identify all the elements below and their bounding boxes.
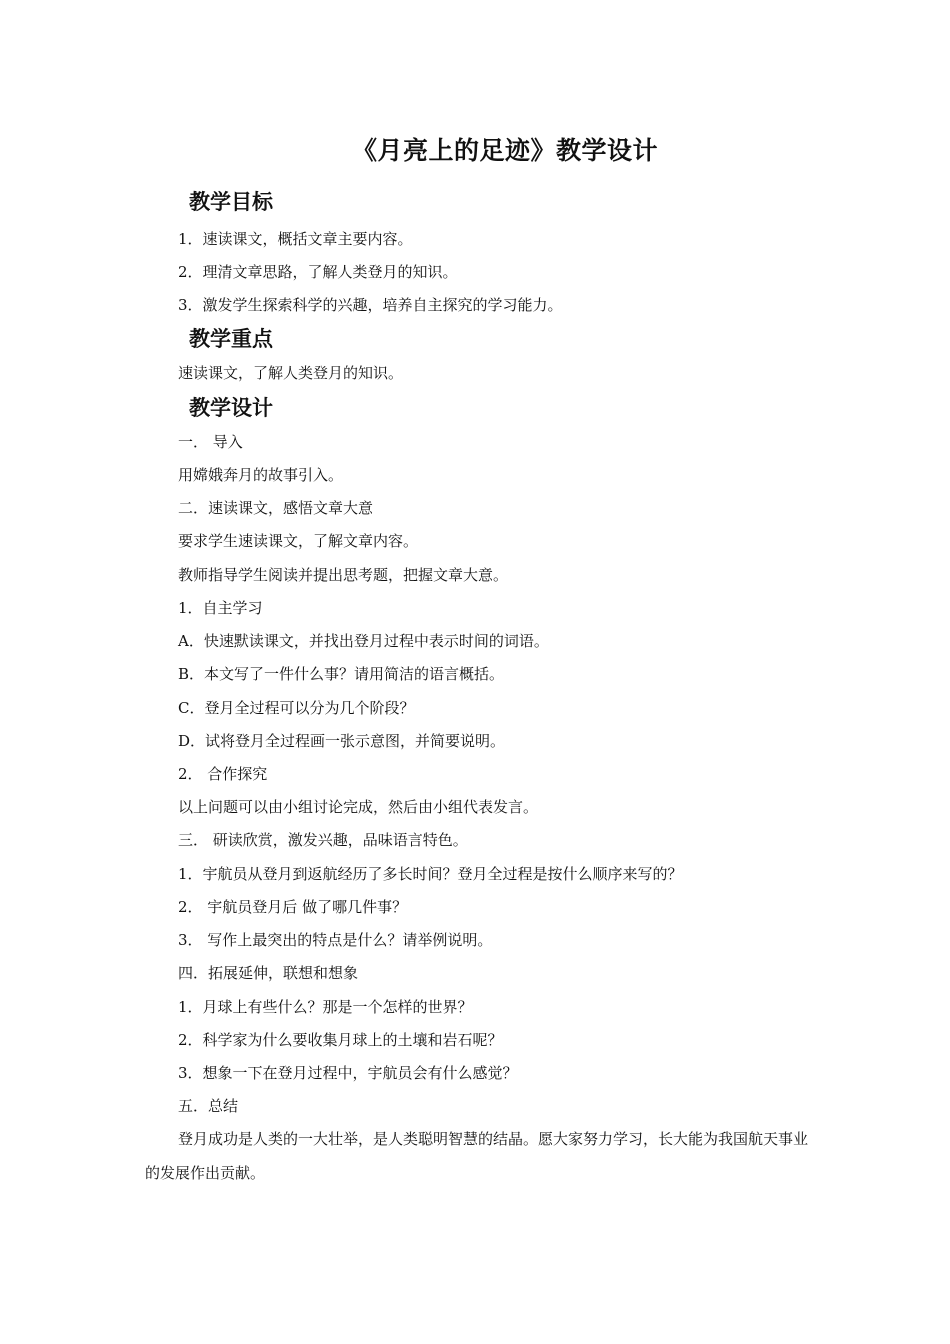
focus-text: 速读课文，了解人类登月的知识。 bbox=[178, 364, 404, 382]
design-line: 三． 研读欣赏，激发兴趣，品味语言特色。 bbox=[178, 831, 468, 849]
design-line: 1．自主学习 bbox=[178, 599, 263, 617]
conclusion-paragraph: 登月成功是人类的一大壮举，是人类聪明智慧的结晶。愿大家努力学习，长大能为我国航天事业的发展作出贡献。 bbox=[145, 1130, 809, 1182]
goal-item: 2．理清文章思路，了解人类登月的知识。 bbox=[178, 263, 458, 281]
design-line: A．快速默读课文，并找出登月过程中表示时间的词语。 bbox=[178, 632, 549, 650]
design-line: 五．总结 bbox=[178, 1097, 239, 1115]
section-heading-design: 教学设计 bbox=[189, 396, 273, 420]
design-line: 一． 导入 bbox=[178, 433, 243, 451]
design-line: 用嫦娥奔月的故事引入。 bbox=[178, 466, 344, 484]
design-line: 要求学生速读课文，了解文章内容。 bbox=[178, 532, 419, 550]
design-line: C．登月全过程可以分为几个阶段？ bbox=[178, 699, 415, 717]
design-line: 3． 写作上最突出的特点是什么？请举例说明。 bbox=[178, 931, 493, 949]
design-line: 二．速读课文，感悟文章大意 bbox=[178, 499, 374, 517]
design-line: 教师指导学生阅读并提出思考题，把握文章大意。 bbox=[178, 566, 509, 584]
goal-item: 3．激发学生探索科学的兴趣，培养自主探究的学习能力。 bbox=[178, 296, 563, 314]
section-heading-focus: 教学重点 bbox=[189, 327, 273, 351]
design-line: B．本文写了一件什么事？请用简洁的语言概括。 bbox=[178, 665, 505, 683]
design-line: 以上问题可以由小组讨论完成，然后由小组代表发言。 bbox=[178, 798, 539, 816]
design-line: 1．宇航员从登月到返航经历了多长时间？登月全过程是按什么顺序来写的？ bbox=[178, 865, 683, 883]
design-line: 3．想象一下在登月过程中，宇航员会有什么感觉？ bbox=[178, 1064, 518, 1082]
design-line: 2． 合作探究 bbox=[178, 765, 268, 783]
design-line: 2．科学家为什么要收集月球上的土壤和岩石呢？ bbox=[178, 1031, 503, 1049]
design-line: 2． 宇航员登月后 做了哪几件事？ bbox=[178, 898, 408, 916]
goal-item: 1．速读课文，概括文章主要内容。 bbox=[178, 230, 413, 248]
section-heading-goals: 教学目标 bbox=[189, 190, 273, 214]
design-line: 四．拓展延伸，联想和想象 bbox=[178, 964, 359, 982]
document-title: 《月亮上的足迹》教学设计 bbox=[351, 136, 658, 165]
design-line: D．试将登月全过程画一张示意图，并简要说明。 bbox=[178, 732, 506, 750]
design-line: 1．月球上有些什么？那是一个怎样的世界？ bbox=[178, 998, 473, 1016]
